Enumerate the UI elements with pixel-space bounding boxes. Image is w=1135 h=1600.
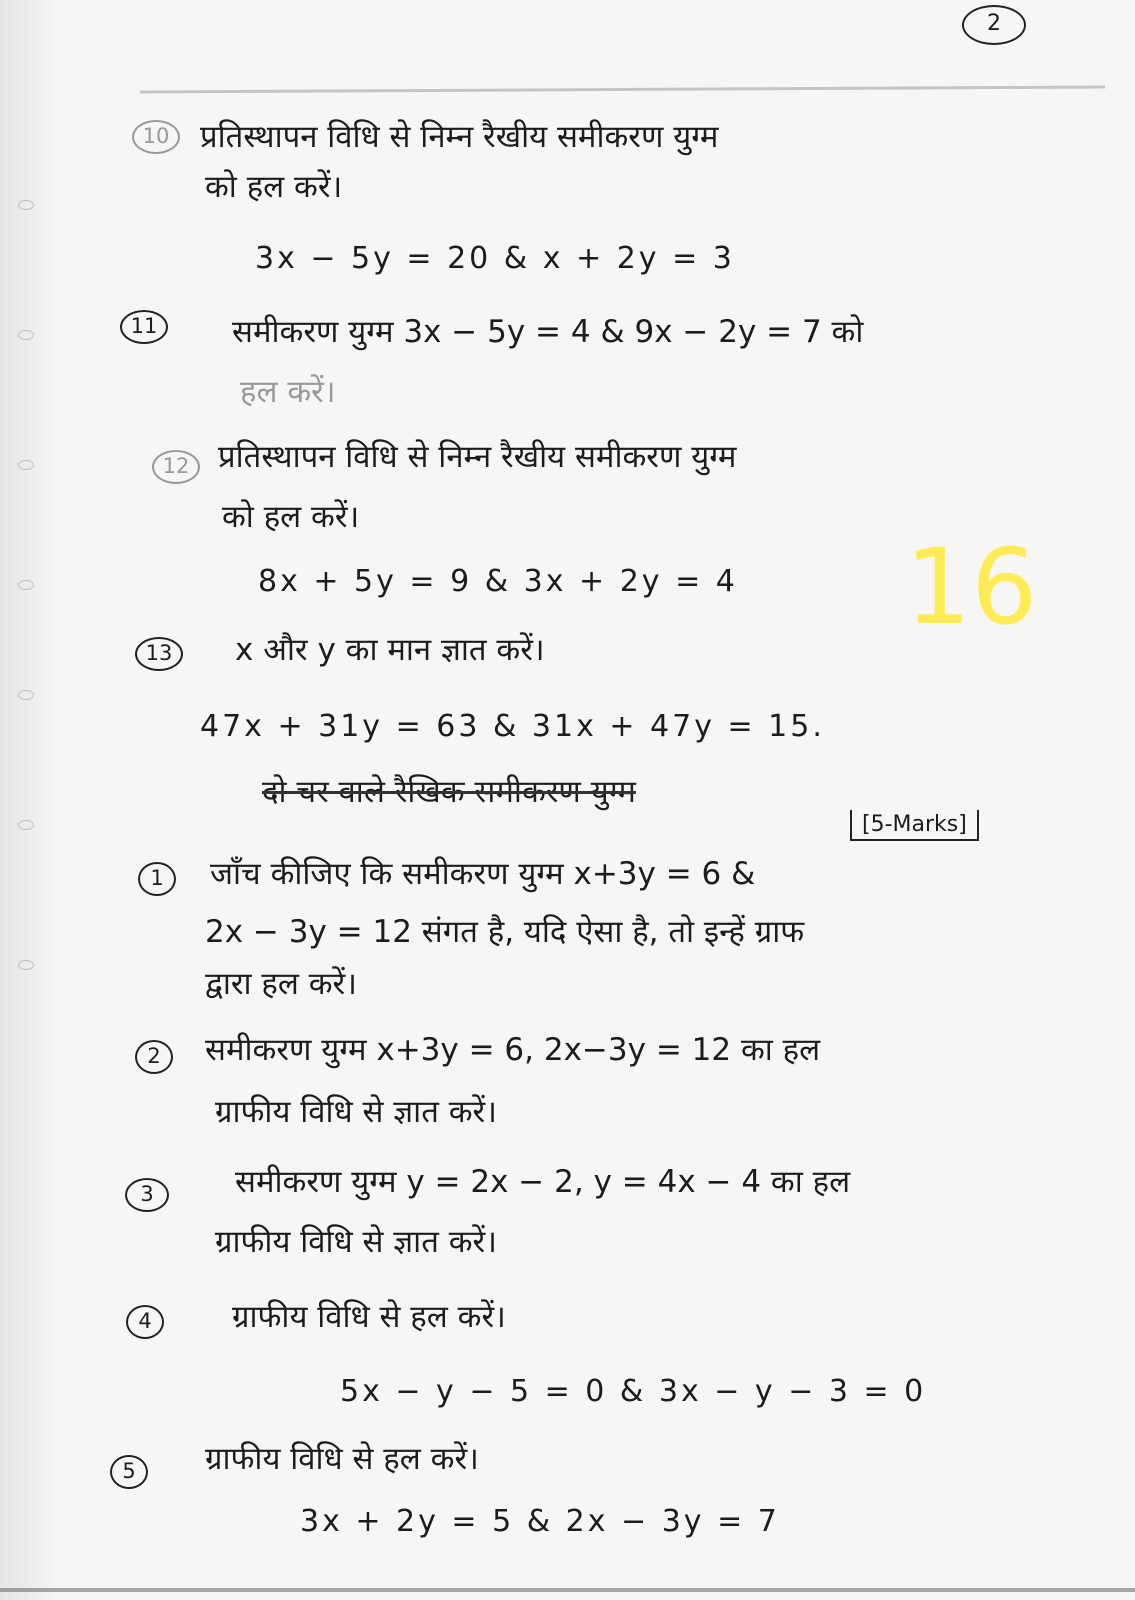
section-heading: दो चर वाले रैखिक समीकरण युग्म bbox=[262, 774, 636, 810]
equation: 5x − y − 5 = 0 & 3x − y − 3 = 0 bbox=[340, 1374, 927, 1409]
page-number: 2 bbox=[962, 5, 1026, 45]
question-text: समीकरण युग्म 3x − 5y = 4 & 9x − 2y = 7 को bbox=[232, 314, 864, 350]
question-number: 4 bbox=[126, 1305, 164, 1339]
question-text: ग्राफीय विधि से ज्ञात करें। bbox=[215, 1094, 497, 1130]
question-number: 5 bbox=[110, 1455, 148, 1489]
question-text: ग्राफीय विधि से हल करें। bbox=[232, 1299, 506, 1335]
top-rule bbox=[140, 85, 1105, 93]
equation: 3x + 2y = 5 & 2x − 3y = 7 bbox=[300, 1504, 780, 1539]
question-number: 11 bbox=[120, 310, 168, 344]
hole-mark bbox=[18, 200, 34, 210]
question-text: को हल करें। bbox=[205, 169, 343, 205]
question-text: 2x − 3y = 12 संगत है, यदि ऐसा है, तो इन्हें ग्राफ bbox=[205, 914, 805, 950]
question-number: 3 bbox=[125, 1178, 169, 1212]
overlay-number: 16 bbox=[905, 526, 1038, 648]
hole-mark bbox=[18, 690, 34, 700]
equation: 8x + 5y = 9 & 3x + 2y = 4 bbox=[258, 564, 738, 599]
question-text: द्वारा हल करें। bbox=[205, 966, 357, 1002]
equation: 3x − 5y = 20 & x + 2y = 3 bbox=[255, 241, 735, 276]
question-text: हल करें। bbox=[240, 374, 336, 410]
question-text: जाँच कीजिए कि समीकरण युग्म x+3y = 6 & bbox=[210, 856, 756, 892]
hole-mark bbox=[18, 330, 34, 340]
question-number: 10 bbox=[132, 120, 180, 154]
question-text: ग्राफीय विधि से ज्ञात करें। bbox=[215, 1224, 497, 1260]
question-number: 13 bbox=[135, 637, 183, 671]
question-text: प्रतिस्थापन विधि से निम्न रैखीय समीकरण युग्म bbox=[200, 119, 719, 155]
binding-edge bbox=[0, 0, 60, 1600]
hole-mark bbox=[18, 580, 34, 590]
hole-mark bbox=[18, 820, 34, 830]
question-text: प्रतिस्थापन विधि से निम्न रैखीय समीकरण युग्म bbox=[218, 439, 737, 475]
question-text: को हल करें। bbox=[222, 499, 360, 535]
question-text: x और y का मान ज्ञात करें। bbox=[235, 632, 545, 668]
question-text: समीकरण युग्म y = 2x − 2, y = 4x − 4 का हल bbox=[235, 1164, 851, 1200]
question-text: ग्राफीय विधि से हल करें। bbox=[205, 1441, 479, 1477]
hole-mark bbox=[18, 960, 34, 970]
question-number: 2 bbox=[135, 1040, 173, 1074]
marks-label: [5-Marks] bbox=[850, 810, 979, 841]
equation: 47x + 31y = 63 & 31x + 47y = 15. bbox=[200, 709, 825, 744]
hole-mark bbox=[18, 460, 34, 470]
question-text: समीकरण युग्म x+3y = 6, 2x−3y = 12 का हल bbox=[205, 1032, 821, 1068]
question-number: 1 bbox=[138, 862, 176, 896]
question-number: 12 bbox=[152, 450, 200, 484]
bottom-rule bbox=[0, 1588, 1135, 1592]
